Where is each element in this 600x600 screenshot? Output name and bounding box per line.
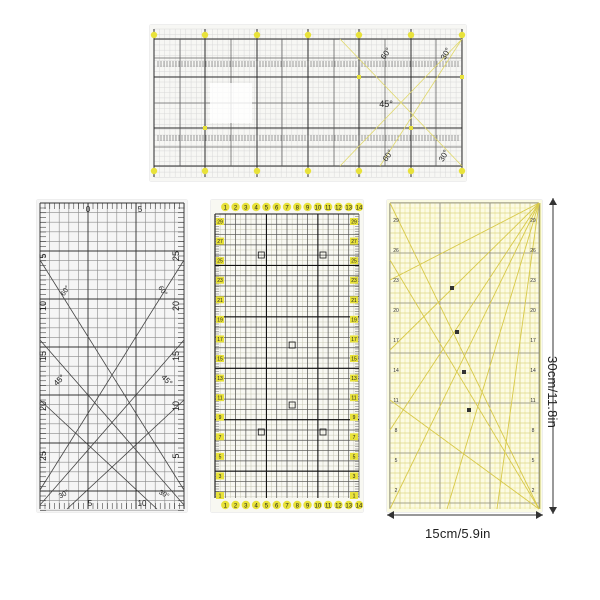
scale-label-side: 23 bbox=[351, 278, 357, 285]
angle-mark bbox=[455, 330, 459, 334]
angle-label: 60° bbox=[59, 284, 72, 298]
marker-square bbox=[357, 75, 361, 79]
marker-dot bbox=[151, 168, 157, 174]
marker-dot bbox=[254, 32, 260, 38]
scale-label-top: 12 bbox=[335, 205, 342, 212]
scale-label-bottom: 7 bbox=[285, 503, 289, 510]
ruler-right-graphic bbox=[387, 200, 542, 512]
scale-label-side: 23 bbox=[217, 278, 223, 285]
scale-label-side: 19 bbox=[351, 317, 357, 324]
scale-label-side: 21 bbox=[351, 297, 357, 304]
scale-label-side: 21 bbox=[217, 297, 223, 304]
scale-label-top: 13 bbox=[345, 205, 353, 212]
scale-label-side: 19 bbox=[217, 317, 223, 324]
angle-label: 30° bbox=[436, 148, 451, 164]
scale-label-side: 1 bbox=[218, 493, 222, 500]
marker-dot bbox=[151, 32, 157, 38]
scale-label-bottom: 8 bbox=[295, 503, 299, 510]
scale-label-side: 15 bbox=[217, 356, 223, 363]
scale-label-side: 8 bbox=[531, 428, 535, 434]
scale-label-top: 8 bbox=[295, 205, 299, 212]
angle-label: 30° bbox=[157, 489, 171, 501]
marker-dot bbox=[305, 32, 311, 38]
scale-label-side: 20 bbox=[530, 308, 536, 314]
angle-label: 60° bbox=[156, 284, 169, 298]
angle-mark bbox=[467, 408, 471, 412]
scale-label-bottom: 3 bbox=[244, 503, 248, 510]
marker-square bbox=[409, 126, 413, 130]
scale-label-side: 9 bbox=[218, 415, 222, 422]
marker-dot bbox=[202, 168, 208, 174]
scale-label-left: 5 bbox=[38, 253, 48, 259]
scale-label-top: 3 bbox=[244, 205, 248, 212]
scale-label-side: 29 bbox=[217, 219, 223, 226]
scale-label-side: 29 bbox=[393, 218, 399, 224]
scale-label-bottom: 9 bbox=[305, 503, 310, 510]
scale-label-side: 9 bbox=[352, 415, 356, 422]
scale-label-bottom: 10 bbox=[314, 503, 322, 510]
angle-mark bbox=[450, 286, 454, 290]
scale-label-right: 20 bbox=[171, 300, 181, 312]
angle-label: 30° bbox=[57, 489, 71, 501]
angle-label: 45° bbox=[379, 99, 393, 109]
scale-label-bottom: 2 bbox=[233, 503, 238, 510]
scale-label-side: 29 bbox=[530, 218, 536, 224]
scale-label-top: 11 bbox=[325, 205, 332, 212]
scale-label-side: 26 bbox=[393, 248, 399, 254]
marker-dot bbox=[254, 168, 260, 174]
scale-label-side: 3 bbox=[352, 473, 356, 480]
scale-label-bottom: 12 bbox=[335, 503, 342, 510]
scale-label-top: 6 bbox=[275, 205, 279, 212]
scale-label-bottom: 4 bbox=[254, 503, 258, 510]
marker-dot bbox=[459, 32, 465, 38]
scale-label-side: 25 bbox=[217, 258, 223, 265]
scale-label-side: 11 bbox=[217, 395, 223, 402]
scale-label-side: 11 bbox=[351, 395, 357, 402]
scale-label-left: 20 bbox=[38, 400, 48, 412]
scale-label-top: 5 bbox=[264, 205, 269, 212]
angle-label: 60° bbox=[378, 46, 394, 62]
scale-label-side: 5 bbox=[352, 454, 356, 461]
scale-label-top: 0 bbox=[85, 205, 91, 214]
scale-label-side: 8 bbox=[394, 428, 398, 434]
scale-label-bottom: 5 bbox=[87, 499, 93, 508]
scale-label-side: 27 bbox=[351, 239, 357, 246]
scale-label-left: 25 bbox=[38, 450, 48, 462]
scale-label-side: 1 bbox=[352, 493, 356, 500]
scale-label-side: 7 bbox=[352, 434, 356, 441]
scale-label-side: 5 bbox=[218, 454, 222, 461]
scale-label-right: 10 bbox=[171, 400, 181, 412]
scale-label-side: 2 bbox=[394, 488, 398, 494]
scale-label-top: 4 bbox=[254, 205, 258, 212]
angle-label: 60° bbox=[380, 148, 396, 164]
ruler-top-graphic bbox=[150, 25, 466, 181]
scale-label-top: 10 bbox=[314, 205, 322, 212]
scale-label-side: 23 bbox=[530, 278, 536, 284]
scale-label-side: 5 bbox=[531, 458, 535, 464]
scale-label-top: 7 bbox=[285, 205, 289, 212]
marker-dot bbox=[459, 168, 465, 174]
scale-label-side: 17 bbox=[351, 336, 357, 343]
scale-label-side: 5 bbox=[394, 458, 398, 464]
ruler-left-graphic bbox=[37, 200, 187, 512]
ruler-middle-graphic bbox=[211, 200, 363, 512]
ruler-right bbox=[387, 200, 542, 512]
angle-label: 45° bbox=[51, 372, 67, 388]
ruler-top bbox=[150, 25, 466, 181]
angle-label: 30° bbox=[438, 46, 453, 62]
scale-label-bottom: 13 bbox=[345, 503, 353, 510]
scale-label-side: 25 bbox=[351, 258, 357, 265]
scale-label-side: 14 bbox=[393, 368, 399, 374]
height-dimension-label: 30cm/11.8in bbox=[545, 356, 560, 429]
scale-label-top: 14 bbox=[355, 205, 363, 212]
scale-label-side: 3 bbox=[218, 473, 222, 480]
scale-label-side: 11 bbox=[393, 398, 399, 404]
scale-label-side: 26 bbox=[530, 248, 536, 254]
scale-label-side: 27 bbox=[217, 239, 223, 246]
ruler-left bbox=[37, 200, 187, 512]
scale-label-side: 13 bbox=[351, 376, 357, 383]
marker-dot bbox=[408, 168, 414, 174]
scale-label-side: 13 bbox=[217, 376, 223, 383]
marker-dot bbox=[305, 168, 311, 174]
marker-square bbox=[203, 126, 207, 130]
marker-dot bbox=[408, 32, 414, 38]
scale-label-bottom: 1 bbox=[223, 503, 227, 510]
scale-label-top: 9 bbox=[305, 205, 310, 212]
scale-label-side: 20 bbox=[393, 308, 399, 314]
scale-label-right: 15 bbox=[171, 350, 181, 362]
scale-label-side: 29 bbox=[351, 219, 357, 226]
marker-dot bbox=[356, 32, 362, 38]
scale-label-side: 7 bbox=[218, 434, 222, 441]
width-arrow bbox=[385, 508, 545, 522]
angle-label: 45° bbox=[159, 372, 175, 388]
ruler-middle bbox=[211, 200, 363, 512]
scale-label-bottom: 6 bbox=[275, 503, 279, 510]
scale-label-bottom: 5 bbox=[264, 503, 269, 510]
scale-label-right: 5 bbox=[171, 453, 181, 459]
scale-label-left: 15 bbox=[38, 350, 48, 362]
scale-label-right: 25 bbox=[171, 250, 181, 262]
marker-square bbox=[460, 75, 464, 79]
scale-label-top: 1 bbox=[223, 205, 227, 212]
marker-dot bbox=[202, 32, 208, 38]
scale-label-side: 17 bbox=[217, 336, 223, 343]
clear-window bbox=[210, 83, 252, 123]
scale-label-side: 2 bbox=[531, 488, 535, 494]
width-dimension-label: 15cm/5.9in bbox=[425, 526, 491, 541]
scale-label-bottom: 10 bbox=[137, 499, 147, 508]
scale-label-bottom: 14 bbox=[355, 503, 363, 510]
angle-mark bbox=[462, 370, 466, 374]
scale-label-top: 2 bbox=[233, 205, 238, 212]
scale-label-side: 17 bbox=[393, 338, 399, 344]
scale-label-side: 11 bbox=[530, 398, 536, 404]
scale-label-side: 15 bbox=[351, 356, 357, 363]
scale-label-bottom: 11 bbox=[325, 503, 332, 510]
scale-label-side: 14 bbox=[530, 368, 536, 374]
scale-label-top: 5 bbox=[137, 205, 143, 214]
scale-label-side: 17 bbox=[530, 338, 536, 344]
scale-label-left: 10 bbox=[38, 300, 48, 312]
scale-label-side: 23 bbox=[393, 278, 399, 284]
marker-dot bbox=[356, 168, 362, 174]
